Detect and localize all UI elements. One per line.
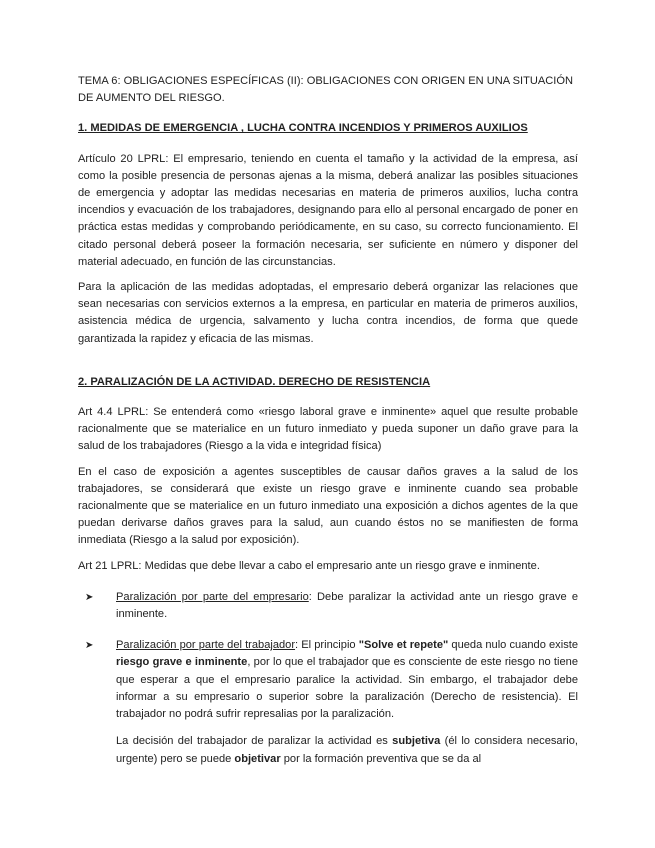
section-2-paragraph-3: Art 21 LPRL: Medidas que debe llevar a cabo el empresario ante un riesgo grave e inminente. — [78, 559, 540, 572]
section-1-heading: 1. MEDIDAS DE EMERGENCIA , LUCHA CONTRA INCENDIOS Y PRIMEROS AUXILIOS — [78, 122, 528, 135]
bullet-2-text: , por lo que el trabajador que es consciente de este riesgo no tiene que esperar a que el empresario paralice la actividad. Sin embargo, el trabajador debe informar a su empresario o superior sobre la paralización (Derecho de resistencia). El trabajador no podrá sufrir represalias por la paralización. — [116, 656, 578, 721]
section-2-paragraph-2: En el caso de exposición a agentes susceptibles de causar daños graves a la salud de los trabajadores, se considerará que existe un riesgo grave e inminente cuando sea probable racionalmente que se materialice en un futuro inmediato una exposición a dichos agentes de la que puedan derivarse daños graves para la salud, aun cuando éstos no se manifiesten de forma inmediata (Riesgo a la salud por exposición). — [78, 465, 578, 547]
bullet-2-label: Paralización por parte del trabajador — [116, 639, 296, 652]
bullet-2-bold-principle: "Solve et repete" — [358, 639, 449, 652]
paragraph-4-text: La decisión del trabajador de paralizar la actividad es — [116, 735, 393, 748]
list-item — [78, 589, 578, 623]
paralization-list — [78, 589, 578, 723]
document-title: TEMA 6: OBLIGACIONES ESPECÍFICAS (II): OBLIGACIONES CON ORIGEN EN UNA SITUACIÓN DE AUMENTO DEL RIESGO. — [78, 75, 573, 105]
paragraph-4-text: por la formación preventiva que se da al — [280, 752, 482, 765]
bullet-1-label: Paralización por parte del empresario — [116, 590, 309, 603]
paragraph-4-text: (él lo considera necesario, urgente) pero se puede — [116, 735, 579, 765]
section-1-paragraph-2: Para la aplicación de las medidas adoptadas, el empresario deberá organizar las relaciones que sean necesarias con servicios externos a la empresa, en particular en materia de primeros auxilios, asistencia médica de urgencia, salvamento y lucha contra incendios, de forma que quede garantizada la rapidez y eficacia de las mismas. — [78, 281, 578, 345]
section-1-paragraph-1: Artículo 20 LPRL: El empresario, teniendo en cuenta el tamaño y la actividad de la empresa, así como la posible presencia de personas ajenas a la misma, deberá analizar las posibles situaciones de emergencia y adoptar las medidas necesarias en materia de primeros auxilios, lucha contra incendios y evacuación de los trabajadores, designando para ello al personal encargado de poner en práctica estas medidas y comprobando periódicamente, en su caso, su correcto funcionamiento. El citado personal deberá poseer la formación necesaria, ser suficiente en número y disponer del material adecuado, en función de las circunstancias. — [78, 152, 578, 268]
bullet-2-bold-risk: riesgo grave e inminente — [116, 656, 248, 669]
bullet-2-text: : El principio — [295, 639, 359, 652]
paragraph-4-bold-subjective: subjetiva — [392, 735, 441, 748]
bullet-2-text: queda nulo cuando existe — [448, 639, 578, 652]
paragraph-4-bold-objectify: objetivar — [234, 752, 281, 765]
bullet-1-text: : Debe paralizar la actividad ante un riesgo grave e inminente. — [116, 590, 579, 621]
section-2-heading: 2. PARALIZACIÓN DE LA ACTIVIDAD. DERECHO DE RESISTENCIA — [78, 375, 431, 388]
section-2-paragraph-1: Art 4.4 LPRL: Se entenderá como «riesgo laboral grave e inminente» aquel que resulte probable racionalmente que se materialice en un futuro inmediato y pueda suponer un daño grave para la salud de los trabajadores (Riesgo a la vida e integridad física) — [78, 406, 578, 453]
arrow-bullet-icon: ➤ — [85, 640, 94, 652]
list-item — [78, 637, 578, 723]
section-2-paragraph-4 — [78, 733, 578, 767]
arrow-bullet-icon: ➤ — [85, 591, 94, 603]
